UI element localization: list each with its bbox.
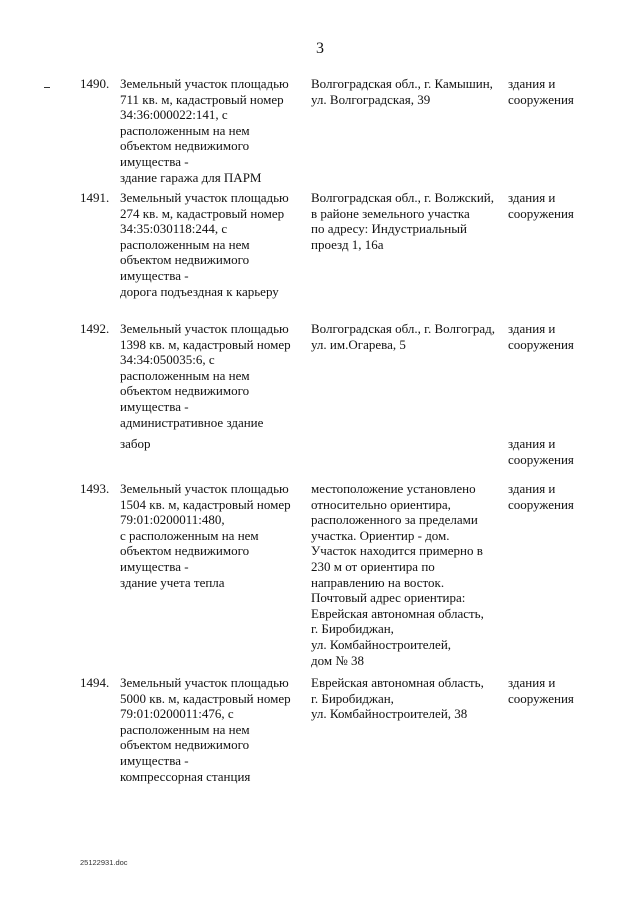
address-line: ул. им.Огарева, 5 — [311, 336, 406, 352]
description-line: 1398 кв. м, кадастровый номер — [120, 336, 291, 352]
description-line: Земельный участок площадью — [120, 321, 289, 336]
description-line: Земельный участок площадью — [120, 76, 289, 91]
entry-description — [120, 76, 305, 185]
address-line: участка. Ориентир - дом. — [311, 527, 450, 543]
description-line: забор — [120, 436, 151, 451]
description-line: имущества - — [120, 752, 189, 768]
purpose-line: здания и — [508, 675, 556, 690]
entry-description — [120, 675, 305, 784]
page-number: 3 — [316, 40, 324, 57]
description-line: здание учета тепла — [120, 574, 225, 590]
address-line: ул. Комбайностроителей, 38 — [311, 706, 468, 722]
entry-number: 1490. — [80, 76, 110, 91]
purpose-line: здания и — [508, 481, 556, 496]
purpose-line: сооружения — [508, 451, 574, 467]
entry-description — [120, 190, 305, 299]
entry-description — [120, 436, 305, 452]
address-line: расположенного за пределами — [311, 512, 478, 528]
address-line: местоположение установлено — [311, 481, 476, 496]
purpose-line: здания и — [508, 76, 556, 91]
description-line: объектом недвижимого — [120, 737, 250, 753]
description-line: имущества - — [120, 153, 189, 169]
description-line: объектом недвижимого — [120, 383, 250, 399]
purpose-line: здания и — [508, 190, 556, 205]
address-line: Волгоградская обл., г. Волгоград, — [311, 321, 495, 336]
purpose-line: здания и — [508, 436, 556, 451]
description-line: административное здание — [120, 414, 264, 430]
description-line: здание гаража для ПАРМ — [120, 169, 262, 185]
entry-purpose — [508, 190, 608, 221]
purpose-line: сооружения — [508, 496, 574, 512]
description-line: имущества - — [120, 267, 189, 283]
entry-address — [311, 481, 501, 668]
address-line: ул. Волгоградская, 39 — [311, 91, 431, 107]
address-line: по адресу: Индустриальный — [311, 221, 467, 237]
address-line: проезд 1, 16а — [311, 236, 384, 252]
description-line: 274 кв. м, кадастровый номер — [120, 205, 285, 221]
purpose-line: сооружения — [508, 205, 574, 221]
address-line: относительно ориентира, — [311, 496, 451, 512]
description-line: расположенным на нем — [120, 721, 250, 737]
address-line: Участок находится примерно в — [311, 543, 483, 559]
address-line: в районе земельного участка — [311, 205, 470, 221]
description-line: 1504 кв. м, кадастровый номер — [120, 496, 291, 512]
entry-description — [120, 481, 305, 590]
description-line: расположенным на нем — [120, 236, 250, 252]
address-line: направлению на восток. — [311, 574, 445, 590]
purpose-line: здания и — [508, 321, 556, 336]
description-line: имущества - — [120, 558, 189, 574]
entry-address — [311, 321, 501, 352]
entry-address — [311, 76, 501, 107]
description-line: 711 кв. м, кадастровый номер — [120, 91, 284, 107]
entry-address — [311, 190, 501, 252]
description-line: компрессорная станция — [120, 768, 251, 784]
address-line: Еврейская автономная область, — [311, 675, 484, 690]
purpose-line: сооружения — [508, 336, 574, 352]
entry-purpose — [508, 481, 608, 512]
description-line: 79:01:0200011:476, с — [120, 706, 234, 722]
address-line: г. Биробиджан, — [311, 621, 394, 637]
description-line: расположенным на нем — [120, 122, 250, 138]
address-line: 230 м от ориентира по — [311, 558, 435, 574]
purpose-line: сооружения — [508, 91, 574, 107]
description-line: 79:01:0200011:480, — [120, 512, 225, 528]
address-line: Волгоградская обл., г. Камышин, — [311, 76, 493, 91]
description-line: расположенным на нем — [120, 367, 250, 383]
description-line: Земельный участок площадью — [120, 190, 289, 205]
description-line: объектом недвижимого — [120, 138, 250, 154]
purpose-line: сооружения — [508, 690, 574, 706]
entry-address — [311, 675, 501, 722]
description-line: 34:34:050035:6, с — [120, 352, 215, 368]
description-line: дорога подъездная к карьеру — [120, 283, 279, 299]
description-line: Земельный участок площадью — [120, 481, 289, 496]
description-line: объектом недвижимого — [120, 252, 250, 268]
description-line: 34:36:000022:141, с — [120, 107, 228, 123]
description-line: имущества - — [120, 398, 189, 414]
address-line: ул. Комбайностроителей, — [311, 636, 452, 652]
entry-purpose — [508, 436, 608, 467]
entry-number: 1493. — [80, 481, 110, 496]
entry-number: 1492. — [80, 321, 110, 336]
description-line: Земельный участок площадью — [120, 675, 289, 690]
description-line: 34:35:030118:244, с — [120, 221, 228, 237]
description-line: объектом недвижимого — [120, 543, 250, 559]
entry-description — [120, 321, 305, 430]
address-line: дом № 38 — [311, 652, 364, 668]
description-line: 5000 кв. м, кадастровый номер — [120, 690, 291, 706]
entry-number: 1494. — [80, 675, 110, 690]
entry-purpose — [508, 321, 608, 352]
address-line: Еврейская автономная область, — [311, 605, 484, 621]
description-line: с расположенным на нем — [120, 527, 259, 543]
address-line: Почтовый адрес ориентира: — [311, 590, 466, 606]
address-line: Волгоградская обл., г. Волжский, — [311, 190, 494, 205]
margin-mark — [44, 87, 50, 88]
footer-filename: 25122931.doc — [80, 858, 128, 867]
entry-number: 1491. — [80, 190, 110, 205]
address-line: г. Биробиджан, — [311, 690, 394, 706]
entry-purpose — [508, 675, 608, 706]
entry-purpose — [508, 76, 608, 107]
